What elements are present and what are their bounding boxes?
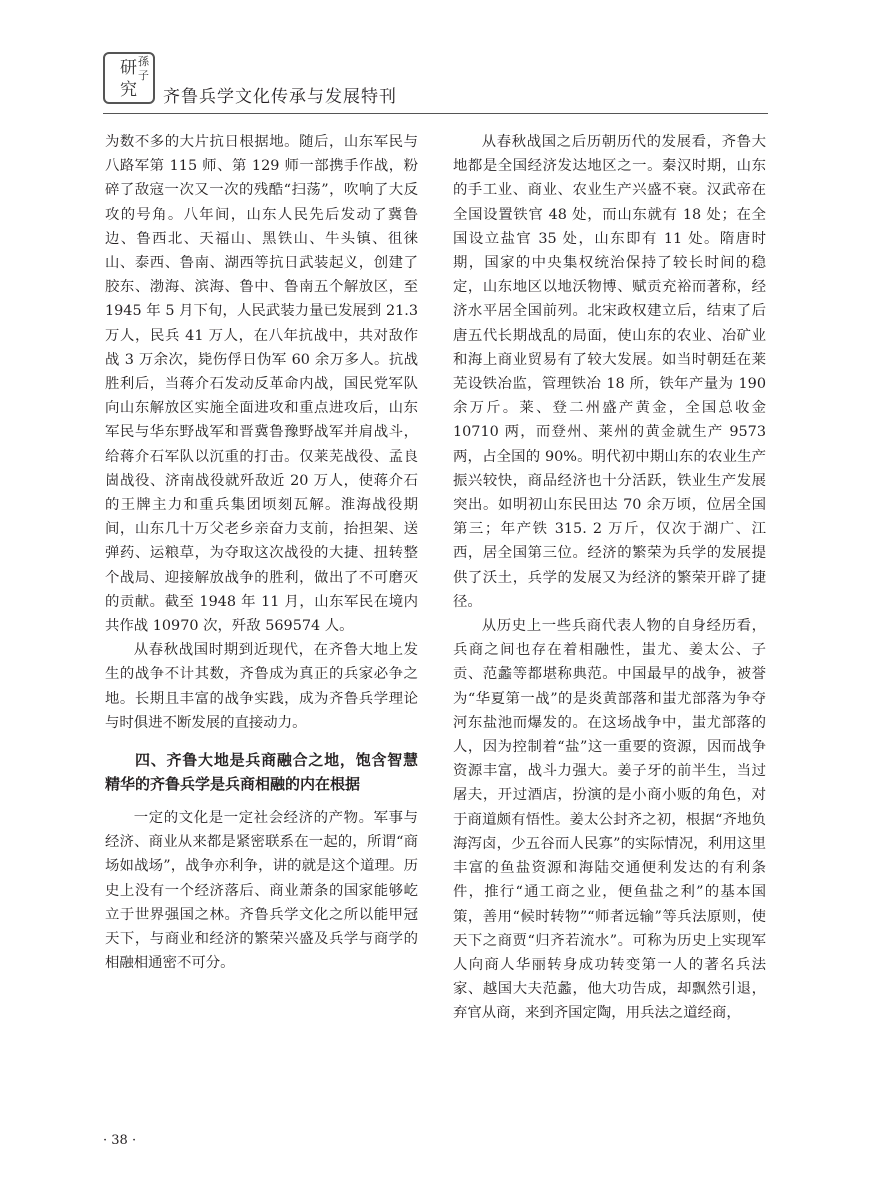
paragraph: 为数不多的大片抗日根据地。随后，山东军民与八路军第 115 师、第 129 师一部携手作战，粉碎了敌寇一次又一次的残酷“扫荡”，吹响了大反攻的号角。八年间，山东人民先后发动了冀鲁边、鲁西北、天福山、黑铁山、牛头镇、徂徕山、泰西、鲁南、湖西等抗日武装起义，创建了胶东、渤海、滨海、鲁中、鲁南五个解放区，至 1945 年 5 月下旬，人民武装力量已发展到 21.3 万人，民兵 41 万人，在八年抗战中，共对敌作战 3 万余次，毙伤俘日伪军 60 余万多人。抗战胜利后，当蒋介石发动反革命内战，国民党军队向山东解放区实施全面进攻和重点进攻后，山东军民与华东野战军和晋冀鲁豫野战军并肩战斗，给蒋介石军队以沉重的打击。仅莱芜战役、孟良崮战役、济南战役就歼敌近 20 万人，使蒋介石的王牌主力和重兵集团顷刻瓦解。淮海战役期间，山东几十万父老乡亲奋力支前，抬担架、送弹药、运粮草，为夺取这次战役的大捷、扭转整个战局、迎接解放战争的胜利，做出了不可磨灭的贡献。截至 1948 年 11 月，山东军民在境内共作战 10970 次，歼敌 569574 人。: [105, 134, 418, 635]
page-header: [103, 52, 768, 118]
section-heading: 四、齐鲁大地是兵商融合之地，饱含智慧精华的齐鲁兵学是兵商相融的内在根据: [105, 751, 418, 794]
journal-title: 齐鲁兵学文化传承与发展特刊: [163, 87, 397, 107]
paragraph: 从春秋战国时期到近现代，在齐鲁大地上发生的战争不计其数，齐鲁成为真正的兵家必争之地。长期且丰富的战争实践，成为齐鲁兵学理论与时俱进不断发展的直接动力。: [105, 642, 418, 731]
page-number: · 38 ·: [103, 1133, 137, 1148]
logo-char: 究: [120, 80, 138, 100]
journal-logo: [103, 52, 155, 104]
logo-char: 研: [120, 58, 138, 78]
header-divider: [103, 113, 768, 114]
logo-char: 孫: [138, 55, 150, 68]
paragraph: 从春秋战国之后历朝历代的发展看，齐鲁大地都是全国经济发达地区之一。秦汉时期，山东的手工业、商业、农业生产兴盛不衰。汉武帝在全国设置铁官 48 处，而山东就有 18 处；在全国设立盐官 35 处，山东即有 11 处。隋唐时期，国家的中央集权统治保持了较长时间的稳定，山东地区以地沃物博、赋贡充裕而著称，经济水平居全国前列。北宋政权建立后，结束了后唐五代长期战乱的局面，使山东的农业、冶矿业和海上商业贸易有了较大发展。如当时朝廷在莱芜设铁冶监，管理铁冶 18 所，铁年产量为 190 余万斤。莱、登二州盛产黄金，全国总收金 10710 两，而登州、莱州的黄金就生产 9573 两，占全国的 90%。明代初中期山东的农业生产振兴较快，商品经济也十分活跃，铁业生产发展突出。如明初山东民田达 70 余万顷，位居全国第三；年产铁 315. 2 万斤，仅次于湖广、江西，居全国第三位。经济的繁荣为兵学的发展提供了沃土，兵学的发展又为经济的繁荣开辟了捷径。: [453, 134, 766, 610]
paragraph: 一定的文化是一定社会经济的产物。军事与经济、商业从来都是紧密联系在一起的，所谓“商场如战场”，战争亦利争，讲的就是这个道理。历史上没有一个经济落后、商业萧条的国家能够屹立于世界强国之林。齐鲁兵学文化之所以能甲冠天下，与商业和经济的繁荣兴盛及兵学与商学的相融相通密不可分。: [105, 810, 418, 972]
left-column: [105, 130, 418, 976]
paragraph: 从历史上一些兵商代表人物的自身经历看，兵商之间也存在着相融性，蚩尤、姜太公、子贡、范蠡等都堪称典范。中国最早的战争，被誉为“华夏第一战”的是炎黄部落和蚩尤部落为争夺河东盐池而爆发的。在这场战争中，蚩尤部落的人，因为控制着“盐”这一重要的资源，因而战争资源丰富，战斗力强大。姜子牙的前半生，当过屠夫，开过酒店，扮演的是小商小贩的角色，对于商道颇有悟性。姜太公封齐之初，根据“齐地负海泻卤，少五谷而人民寡”的实际情况，利用这里丰富的鱼盐资源和海陆交通便利发达的有利条件，推行“通工商之业，便鱼盐之利”的基本国策，善用“候时转物”“师者远输”等兵法原则，使天下之商贾“归齐若流水”。可称为历史上实现军人向商人华丽转身成功转变第一人的著名兵法家、越国大夫范蠡，他大功告成，却飘然引退，弃官从商，来到齐国定陶，用兵法之道经商，: [453, 618, 766, 1022]
logo-char: 子: [138, 69, 150, 82]
right-column: [453, 130, 766, 1026]
